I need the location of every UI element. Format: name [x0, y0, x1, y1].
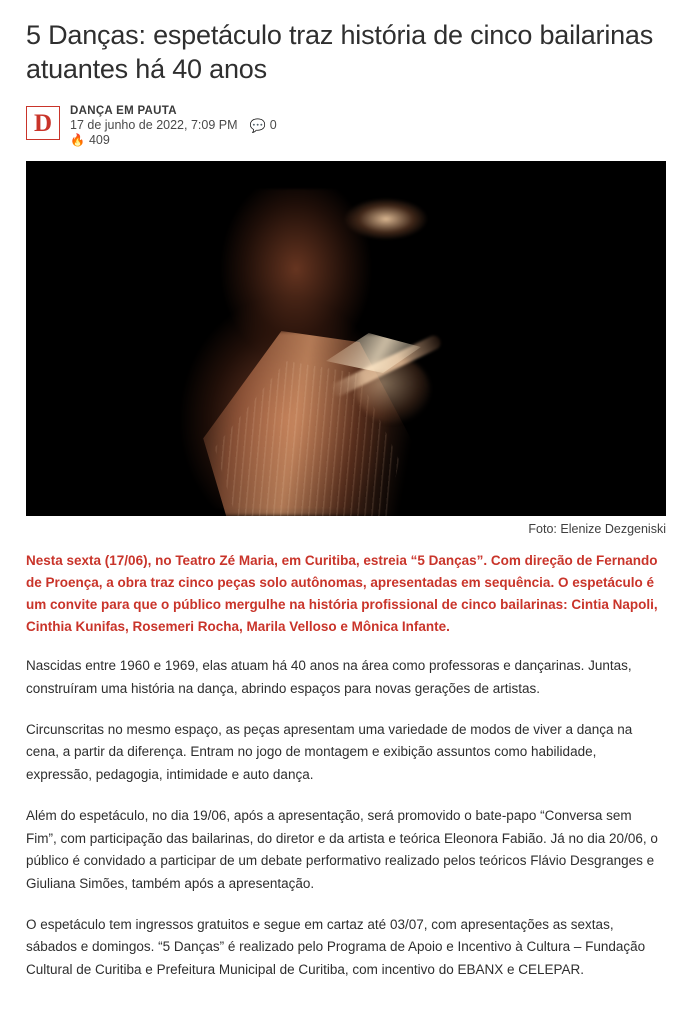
article-paragraph: Nascidas entre 1960 e 1969, elas atuam há 40 anos na área como professoras e dançarinas. Juntas, construíram uma história na dança, abrindo espaços para novas gerações de artistas. [26, 658, 632, 697]
byline [26, 104, 666, 147]
meta-row [70, 118, 277, 132]
views-count: 409 [88, 133, 110, 148]
comment-count-group[interactable] [250, 118, 277, 132]
brand-logo-letter: D [33, 109, 53, 137]
flame-icon: 🔥 [70, 133, 85, 148]
article-paragraph: O espetáculo tem ingressos gratuitos e segue em cartaz até 03/07, com apresentações as sextas, sábados e domingos. “5 Danças” é realizado pelo Programa de Apoio e Incentivo à Cultura – Fundação Cultural de Curitiba e Prefeitura Municipal de Curitiba, com incentivo do EBANX e CELEPAR. [26, 916, 646, 977]
views-group [70, 133, 277, 147]
article-paragraph: Circunscritas no mesmo espaço, as peças apresentam uma variedade de modos de viver a dança na cena, a partir da diferença. Entram no jogo de montagem e exibição assuntos como habilidade, expressão, pedagogia, intimidade e auto dança. [26, 721, 633, 783]
comment-icon: 💬 [249, 117, 266, 133]
brand-name[interactable]: DANÇA EM PAUTA [70, 105, 177, 118]
article-lede: Nesta sexta (17/06), no Teatro Zé Maria, em Curitiba, estreia “5 Danças”. Com direção de Fernando de Proença, a obra traz cinco peças solo autônomas, apresentadas em sequência. O espetáculo é um convite para que o público mergulhe na história profissional de cinco bailarinas: Cintia Napoli, Cinthia Kunifas, Rosemeri Rocha, Marila Velloso e Mônica Infante. [26, 553, 658, 634]
photo-credit: Foto: Elenize Dezgeniski [528, 522, 666, 537]
byline-text [70, 104, 277, 147]
brand-logo[interactable] [26, 106, 60, 140]
timestamp: 17 de junho de 2022, 7:09 PM [70, 118, 238, 133]
comment-count: 0 [269, 118, 277, 133]
article-paragraph: Além do espetáculo, no dia 19/06, após a apresentação, será promovido o bate-papo “Conversa sem Fim”, com participação das bailarinas, do diretor e da artista e teórica Eleonora Fabião. Já no dia 20/06, o público é convidado a participar de um debate performativo realizado pelos teóricos Flávio Desgranges e Giuliana Simões, também após a apresentação. [26, 807, 658, 891]
hero-image [26, 161, 666, 516]
page-title: 5 Danças: espetáculo traz história de cinco bailarinas atuantes há 40 anos [26, 20, 654, 85]
